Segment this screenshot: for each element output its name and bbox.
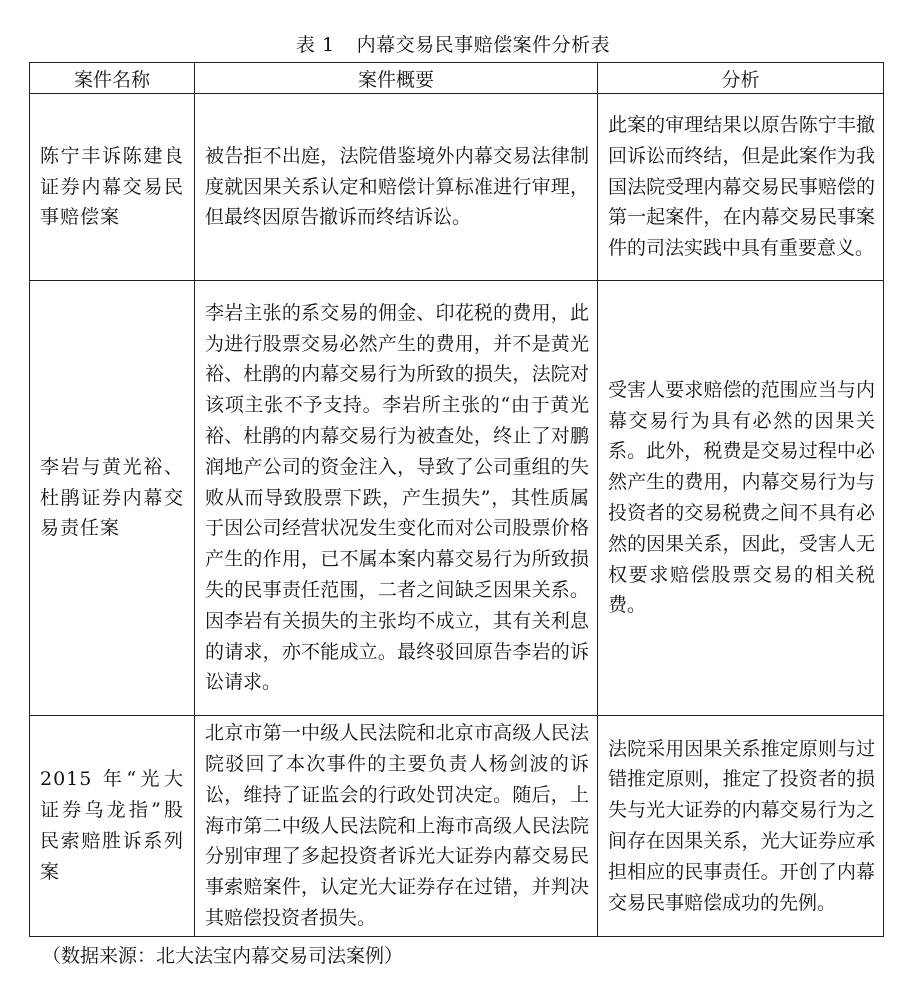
table-title: 内幕交易民事赔偿案件分析表 xyxy=(356,34,611,56)
case-analysis-cell: 受害人要求赔偿的范围应当与内幕交易行为具有必然的因果关系。此外，税费是交易过程中必然产生的费用，内幕交易行为与投资者的交易税费之间不具有必然的因果关系，因此，受害人无权要求赔偿股票交易的相关税费。 xyxy=(598,281,884,716)
table-row xyxy=(30,94,884,281)
header-analysis: 分析 xyxy=(598,63,884,94)
case-analysis-table xyxy=(29,62,884,937)
table-number: 表 1 xyxy=(295,34,335,56)
case-name-cell: 2015 年“光大证券乌龙指”股民索赔胜诉系列案 xyxy=(30,716,195,937)
case-summary-cell: 李岩主张的系交易的佣金、印花税的费用，此为进行股票交易必然产生的费用，并不是黄光裕、杜鹃的内幕交易行为所致的损失，法院对该项主张不予支持。李岩所主张的“由于黄光裕、杜鹃的内幕交易行为被查处，终止了对鹏润地产公司的资金注入，导致了公司重组的失败从而导致股票下跌，产生损失”，其性质属于因公司经营状况发生变化而对公司股票价格产生的作用，已不属本案内幕交易行为所致损失的民事责任范围，二者之间缺乏因果关系。因李岩有关损失的主张均不成立，其有关利息的请求，亦不能成立。最终驳回原告李岩的诉讼请求。 xyxy=(195,281,598,716)
data-source-note: （数据来源：北大法宝内幕交易司法案例） xyxy=(42,945,404,967)
case-analysis-cell: 此案的审理结果以原告陈宁丰撤回诉讼而终结，但是此案作为我国法院受理内幕交易民事赔偿的第一起案件，在内幕交易民事案件的司法实践中具有重要意义。 xyxy=(598,94,884,281)
case-analysis-cell: 法院采用因果关系推定原则与过错推定原则，推定了投资者的损失与光大证券的内幕交易行为之间存在因果关系，光大证券应承担相应的民事责任。开创了内幕交易民事赔偿成功的先例。 xyxy=(598,716,884,937)
header-case-name: 案件名称 xyxy=(30,63,195,94)
table-row xyxy=(30,281,884,716)
case-summary-cell: 被告拒不出庭，法院借鉴境外内幕交易法律制度就因果关系认定和赔偿计算标准进行审理，但最终因原告撤诉而终结诉讼。 xyxy=(195,94,598,281)
case-name-cell: 李岩与黄光裕、杜鹃证券内幕交易责任案 xyxy=(30,281,195,716)
case-summary-cell: 北京市第一中级人民法院和北京市高级人民法院驳回了本次事件的主要负责人杨剑波的诉讼，维持了证监会的行政处罚决定。随后，上海市第二中级人民法院和上海市高级人民法院分别审理了多起投资者诉光大证券内幕交易民事索赔案件，认定光大证券存在过错，并判决其赔偿投资者损失。 xyxy=(195,716,598,937)
table-row xyxy=(30,716,884,937)
table-caption xyxy=(0,30,906,57)
header-case-summary: 案件概要 xyxy=(195,63,598,94)
table-header-row xyxy=(30,63,884,94)
case-name-cell: 陈宁丰诉陈建良证券内幕交易民事赔偿案 xyxy=(30,94,195,281)
